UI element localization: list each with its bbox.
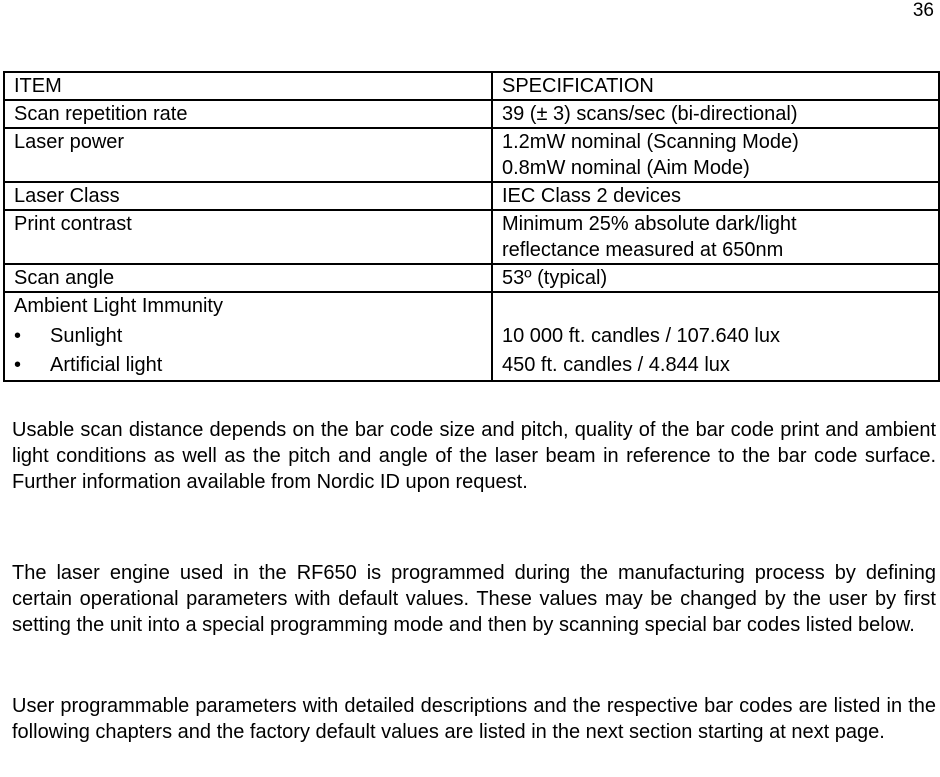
item-cell: Laser Class bbox=[4, 182, 492, 210]
spec-line: 1.2mW nominal (Scanning Mode) bbox=[502, 131, 799, 153]
paragraph-scan-distance: Usable scan distance depends on the bar code size and pitch, quality of the bar code print and ambient light conditions as well as the pitch and angle of the laser beam in reference to the bar code surface. Further information available from Nordic ID upon request. bbox=[12, 419, 936, 493]
spec-cell bbox=[492, 128, 939, 182]
spec-line: reflectance measured at 650nm bbox=[502, 239, 784, 261]
paragraph-user-parameters: User programmable parameters with detailed descriptions and the respective bar codes are listed in the following chapters and the factory default values are listed in the next section starting at next page. bbox=[12, 695, 936, 743]
table-row bbox=[4, 264, 939, 292]
spec-line: Minimum 25% absolute dark/light bbox=[502, 213, 797, 235]
spec-line-sunlight: 10 000 ft. candles / 107.640 lux bbox=[502, 325, 780, 347]
spec-cell bbox=[492, 100, 939, 128]
list-item-artificial-light: • Artificial light bbox=[14, 351, 482, 380]
table-row bbox=[4, 182, 939, 210]
paragraph-laser-engine: The laser engine used in the RF650 is programmed during the manufacturing process by defining certain operational parameters with default values. These values may be changed by the user by first setting the unit into a special programming mode and then by scanning special bar codes listed below. bbox=[12, 562, 936, 636]
item-cell bbox=[4, 292, 492, 381]
table-row bbox=[4, 128, 939, 182]
table-header-row bbox=[4, 72, 939, 100]
spec-line: IEC Class 2 devices bbox=[502, 185, 681, 207]
table-row-ambient-light bbox=[4, 292, 939, 381]
header-specification: SPECIFICATION bbox=[492, 72, 939, 100]
item-cell: Laser power bbox=[4, 128, 492, 182]
specification-table bbox=[3, 71, 940, 382]
list-item-sunlight: • Sunlight bbox=[14, 322, 482, 351]
spec-cell bbox=[492, 292, 939, 381]
table-row bbox=[4, 210, 939, 264]
spec-cell bbox=[492, 182, 939, 210]
spec-cell bbox=[492, 210, 939, 264]
page-number: 36 bbox=[912, 0, 934, 21]
item-cell: Scan repetition rate bbox=[4, 100, 492, 128]
spec-line-artificial-light: 450 ft. candles / 4.844 lux bbox=[502, 354, 730, 376]
ambient-light-title: Ambient Light Immunity bbox=[14, 295, 223, 317]
header-item: ITEM bbox=[4, 72, 492, 100]
spec-cell bbox=[492, 264, 939, 292]
table-row bbox=[4, 100, 939, 128]
item-cell: Print contrast bbox=[4, 210, 492, 264]
ambient-values bbox=[502, 293, 929, 380]
item-cell: Scan angle bbox=[4, 264, 492, 292]
spec-line: 39 (± 3) scans/sec (bi-directional) bbox=[502, 103, 798, 125]
spec-line: 53º (typical) bbox=[502, 267, 608, 289]
spec-line: 0.8mW nominal (Aim Mode) bbox=[502, 157, 750, 179]
ambient-light-list bbox=[14, 322, 482, 380]
